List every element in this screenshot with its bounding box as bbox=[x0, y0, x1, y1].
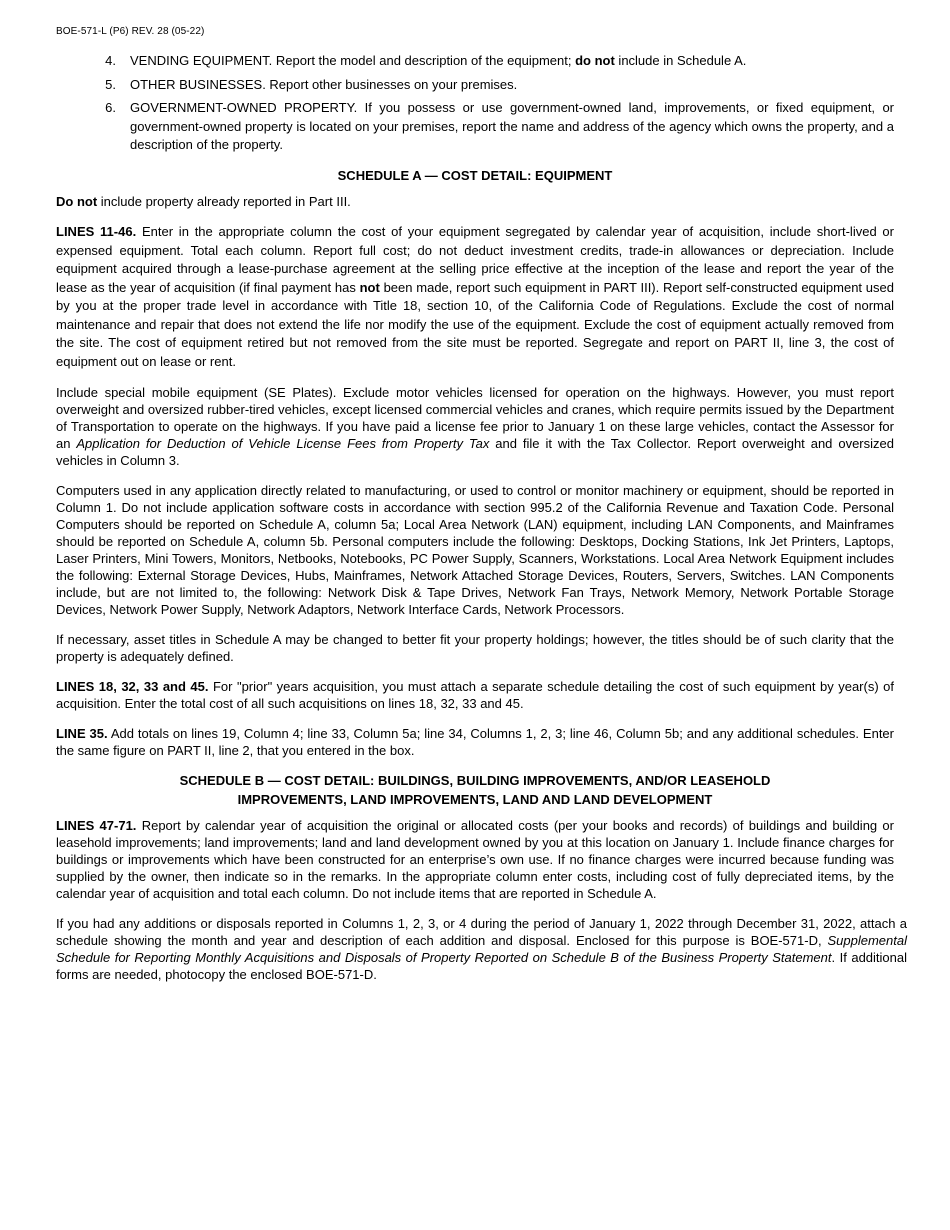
text-run: Include special mobile equipment (SE Plates). Exclude motor vehicles licensed for operation on the highways. However, you must report overweight and oversized rubber-tired vehicles, except licensed commercial vehicles and cranes, which require permits issued by the Department of Transportation to operate on the highways. If you have paid a license fee prior to January 1 on these large vehicles, contact the Assessor for an bbox=[56, 385, 894, 451]
text-run: . If additional forms are needed, photocopy the enclosed BOE-571-D. bbox=[56, 950, 908, 982]
list-item bbox=[56, 52, 894, 71]
text-run: For "prior" years acquisition, you must attach a separate schedule detailing the cost of such equipment by year(s) of acquisition. Enter the total cost of all such acquisitions on lines 18, 32, 33 and 45. bbox=[56, 679, 894, 711]
bold-run: LINES 47-71. bbox=[56, 818, 137, 833]
bold-run: LINE 35. bbox=[56, 726, 108, 741]
list-item bbox=[56, 99, 894, 155]
list-number: 6. bbox=[105, 100, 116, 115]
computers-paragraph bbox=[56, 482, 894, 618]
text-run: Add totals on lines 19, Column 4; line 33, Column 5a; line 34, Columns 1, 2, 3; line 46, Column 5b; and any additional schedules. Enter the same figure on PART II, line 2, that you entered in the box. bbox=[56, 726, 894, 758]
schedule-b-title bbox=[56, 772, 894, 809]
schedule-a-title: SCHEDULE A — COST DETAIL: EQUIPMENT bbox=[337, 167, 613, 183]
text-run: Computers used in any application directly related to manufacturing, or used to control or monitor machinery or equipment, should be reported in Column 1. Do not include application software costs in accordance with section 995.2 of the California Revenue and Taxation Code. Personal Computers should be reported on Schedule A, column 5a; Local Area Network (LAN) equipment, including LAN Components, and Mainframes should be reported on Schedule A, column 5b. Personal computers include the following: Desktops, Docking Stations, Ink Jet Printers, Laptops, Laser Printers, Mini Towers, Monitors, Netbooks, Notebooks, PC Power Supply, Scanners, Workstations. Local Area Network Equipment includes the following: External Storage Devices, Hubs, Mainframes, Network Attached Storage Devices, Routers, Servers, Switches. LAN Components include, but are not limited to, the following: Network Disk & Tape Drives, Network Fan Trays, Network Memory, Network Portable Storage Devices, Network Power Supply, Network Adaptors, Network Interface Cards, Network Processors. bbox=[56, 483, 894, 617]
bold-run: Do not bbox=[56, 194, 98, 209]
list-number: 4. bbox=[105, 53, 116, 68]
schedule-a-intro bbox=[56, 193, 894, 210]
text-run: include in Schedule A. bbox=[614, 53, 747, 68]
text-run: Report by calendar year of acquisition the original or allocated costs (per your books and records) of buildings and building or leasehold improvements; land improvements; land and land development owned by you at this location on January 1. Include finance charges for buildings or improvements which have been constructed for an enterprise’s own use. If no finance charges were incurred because funding was supplied by the owner, then indicate so in the remarks. In the appropriate column enter costs, including cost of fully depreciated items, by the calendar year of acquisition and total each column. Do not include items that are reported in Schedule A. bbox=[56, 818, 894, 901]
form-id: BOE-571-L (P6) REV. 28 (05-22) bbox=[56, 26, 205, 37]
list-text bbox=[130, 99, 894, 155]
text-run: If necessary, asset titles in Schedule A may be changed to better fit your property holdings; however, the titles should be of such clarity that the property is adequately defined. bbox=[56, 632, 894, 664]
italic-run: Supplemental Schedule for Reporting Monthly Acquisitions and Disposals of Property Reported on Schedule B of the Business Property Statement bbox=[56, 933, 907, 965]
numbered-list bbox=[56, 52, 894, 155]
bold-run: do not bbox=[575, 53, 615, 68]
asset-titles-paragraph bbox=[56, 631, 894, 665]
bold-run: LINES 11-46. bbox=[56, 224, 137, 239]
text-run: Enter in the appropriate column the cost of your equipment segregated by calendar year of acquisition, include short-lived or expensed equipment. Total each column. Report full cost; do not deduct investment credits, trade-in allowances or depreciation. Include equipment acquired through a lease-purchase agreement at the selling price effective at the inception of the lease and report the year of the lease as the year of acquisition (if final payment has bbox=[56, 224, 894, 295]
additions-disposals-paragraph bbox=[56, 915, 907, 983]
bold-run: not bbox=[359, 279, 380, 295]
list-text bbox=[130, 76, 894, 95]
mobile-equipment-paragraph bbox=[56, 384, 894, 469]
bold-run: LINES 18, 32, 33 and 45. bbox=[56, 679, 209, 694]
list-text bbox=[130, 52, 894, 71]
text-run: If you had any additions or disposals reported in Columns 1, 2, 3, or 4 during the period of January 1, 2022 through December 31, 2022, attach a schedule showing the month and year and description of each addition and disposal. Enclosed for this purpose is BOE-571-D, bbox=[56, 916, 907, 948]
list-item bbox=[56, 76, 894, 95]
text-run: GOVERNMENT-OWNED PROPERTY. If you possess or use government-owned land, improvements, or fixed equipment, or government-owned property is located on your premises, report the name and address of the agency which owns the property, and a description of the property. bbox=[130, 100, 894, 152]
lines-47-71-paragraph bbox=[56, 817, 894, 902]
instructions-body bbox=[56, 52, 908, 996]
line-35-paragraph bbox=[56, 725, 894, 759]
schedule-b-title-line2: IMPROVEMENTS, LAND IMPROVEMENTS, LAND AND LAND DEVELOPMENT bbox=[237, 791, 713, 807]
text-run: OTHER BUSINESSES. Report other businesses on your premises. bbox=[130, 76, 518, 92]
text-run: and file it with the Tax Collector. Report overweight and oversized vehicles in Column 3. bbox=[56, 436, 894, 468]
lines-11-46-paragraph bbox=[56, 223, 894, 371]
italic-run: Application for Deduction of Vehicle License Fees from Property Tax bbox=[76, 436, 490, 451]
text-run: include property already reported in Part III. bbox=[97, 194, 351, 209]
text-run: VENDING EQUIPMENT. Report the model and description of the equipment; bbox=[130, 53, 576, 68]
schedule-b-title-line1: SCHEDULE B — COST DETAIL: BUILDINGS, BUILDING IMPROVEMENTS, AND/OR LEASEHOLD bbox=[179, 773, 771, 788]
text-run: been made, report such equipment in PART III). Report self-constructed equipment used by you at the proper trade level in accordance with Title 18, section 10, of the California Code of Regulations. Exclude the cost of normal maintenance and repair that does not extend the life nor modify the use of the equipment. Exclude the cost of equipment actually removed from the site. The cost of equipment retired but not removed from the site must be reported. Segregate and report on PART II, line 3, the cost of equipment out on lease or rent. bbox=[56, 279, 894, 369]
list-number: 5. bbox=[105, 76, 116, 92]
lines-18-32-33-45-paragraph bbox=[56, 678, 894, 712]
